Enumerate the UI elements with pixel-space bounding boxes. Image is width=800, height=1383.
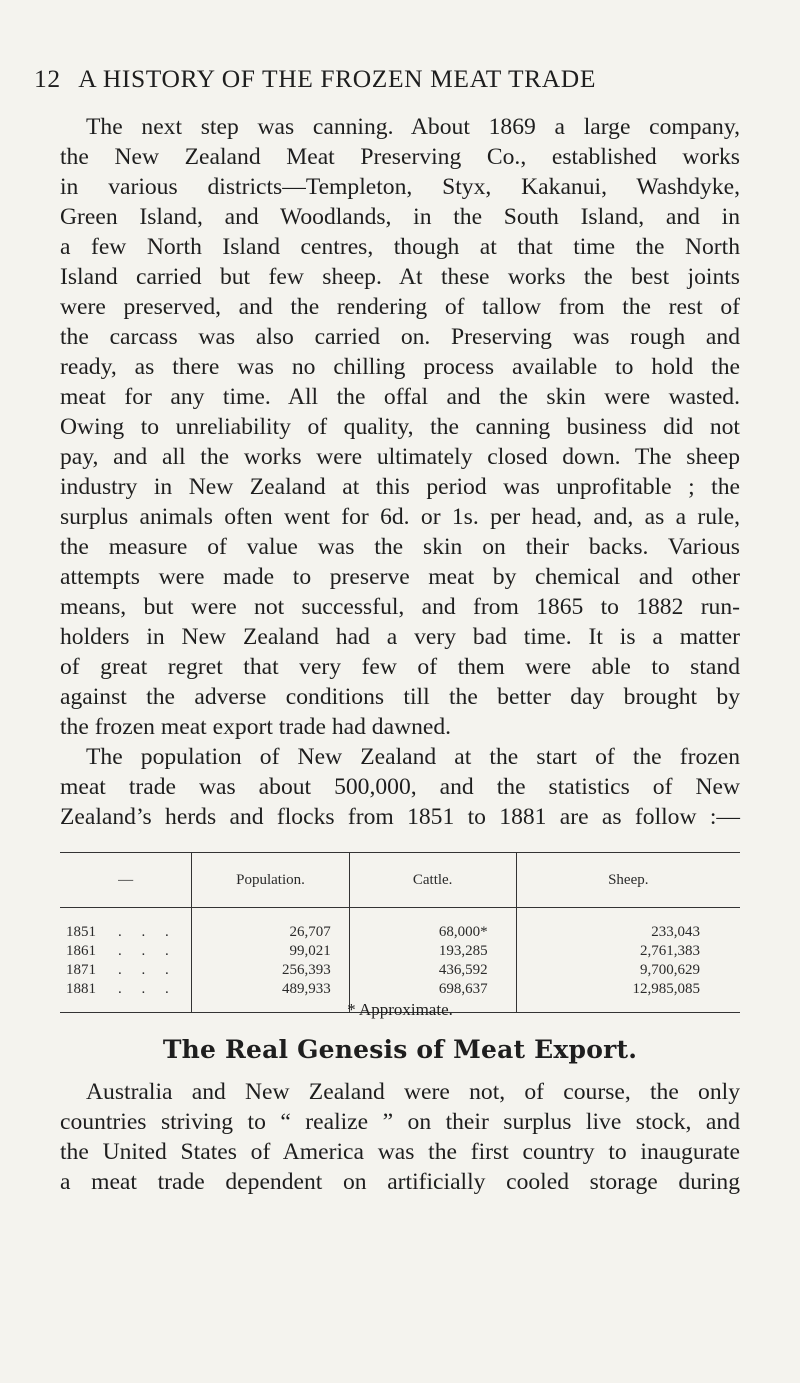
- text-line: holders in New Zealand had a very bad time. It is a matter: [60, 624, 740, 650]
- text-line: the New Zealand Meat Preserving Co., established works: [60, 144, 740, 170]
- text-line: surplus animals often went for 6d. or 1s. per head, and, as a rule,: [60, 504, 740, 530]
- header-blank: —: [60, 853, 192, 908]
- section-heading: The Real Genesis of Meat Export.: [162, 1035, 638, 1064]
- text-line: Zealand’s herds and flocks from 1851 to 1881 are as follow :—: [60, 804, 740, 830]
- text-line: attempts were made to preserve meat by chemical and other: [60, 564, 740, 590]
- dot-leader: . . .: [118, 924, 177, 940]
- table-row: [60, 943, 740, 962]
- text-line: in various districts—Templeton, Styx, Kakanui, Washdyke,: [60, 174, 740, 200]
- population-cell: 99,021: [192, 943, 349, 962]
- text-line: Owing to unreliability of quality, the canning business did not: [60, 414, 740, 440]
- header-cattle: Cattle.: [349, 853, 516, 908]
- text-line: The next step was canning. About 1869 a large company,: [86, 114, 740, 140]
- dot-leader: . . .: [118, 962, 177, 978]
- population-cell: 489,933: [192, 981, 349, 1013]
- text-line: meat for any time. All the offal and the skin were wasted.: [60, 384, 740, 410]
- table-row: [60, 962, 740, 981]
- cattle-cell: 436,592: [349, 962, 516, 981]
- text-line: industry in New Zealand at this period was unprofitable ; the: [60, 474, 740, 500]
- text-line: Green Island, and Woodlands, in the South Island, and in: [60, 204, 740, 230]
- year-cell: 1861: [66, 943, 96, 959]
- year-cell: 1851: [66, 924, 96, 940]
- header-population: Population.: [192, 853, 349, 908]
- text-line: of great regret that very few of them were able to stand: [60, 654, 740, 680]
- text-line: Australia and New Zealand were not, of course, the only: [86, 1079, 740, 1105]
- text-line: pay, and all the works were ultimately closed down. The sheep: [60, 444, 740, 470]
- cattle-cell: 193,285: [349, 943, 516, 962]
- sheep-cell: 9,700,629: [516, 962, 740, 981]
- table-header-row: [60, 853, 740, 908]
- text-line: means, but were not successful, and from 1865 to 1882 run-: [60, 594, 740, 620]
- table-footnote: * Approximate.: [347, 1000, 453, 1019]
- sheep-cell: 233,043: [516, 908, 740, 944]
- header-sheep: Sheep.: [516, 853, 740, 908]
- dot-leader: . . .: [118, 943, 177, 959]
- sheep-cell: 2,761,383: [516, 943, 740, 962]
- text-line: a meat trade dependent on artificially cooled storage during: [60, 1169, 740, 1195]
- statistics-table: [60, 852, 740, 1013]
- population-cell: 26,707: [192, 908, 349, 944]
- text-line: The population of New Zealand at the start of the frozen: [86, 744, 740, 770]
- text-line: were preserved, and the rendering of tallow from the rest of: [60, 294, 740, 320]
- text-line: countries striving to “ realize ” on their surplus live stock, and: [60, 1109, 740, 1135]
- year-cell: 1871: [66, 962, 96, 978]
- sheep-cell: 12,985,085: [516, 981, 740, 1013]
- dot-leader: . . .: [118, 981, 177, 997]
- population-cell: 256,393: [192, 962, 349, 981]
- text-line: the United States of America was the first country to inaugurate: [60, 1139, 740, 1165]
- year-cell: 1881: [66, 981, 96, 997]
- running-head: [34, 64, 596, 94]
- text-line: ready, as there was no chilling process available to hold the: [60, 354, 740, 380]
- table-row: [60, 908, 740, 944]
- text-line: the frozen meat export trade had dawned.: [60, 714, 452, 740]
- running-title: A HISTORY OF THE FROZEN MEAT TRADE: [78, 64, 596, 93]
- text-line: the carcass was also carried on. Preserving was rough and: [60, 324, 740, 350]
- cattle-cell: 68,000*: [349, 908, 516, 944]
- text-line: against the adverse conditions till the better day brought by: [60, 684, 740, 710]
- cattle-cell: 698,637: [349, 981, 516, 1013]
- text-line: the measure of value was the skin on their backs. Various: [60, 534, 740, 560]
- page-number: 12: [34, 64, 61, 93]
- text-line: meat trade was about 500,000, and the statistics of New: [60, 774, 740, 800]
- text-line: Island carried but few sheep. At these works the best joints: [60, 264, 740, 290]
- text-line: a few North Island centres, though at that time the North: [60, 234, 740, 260]
